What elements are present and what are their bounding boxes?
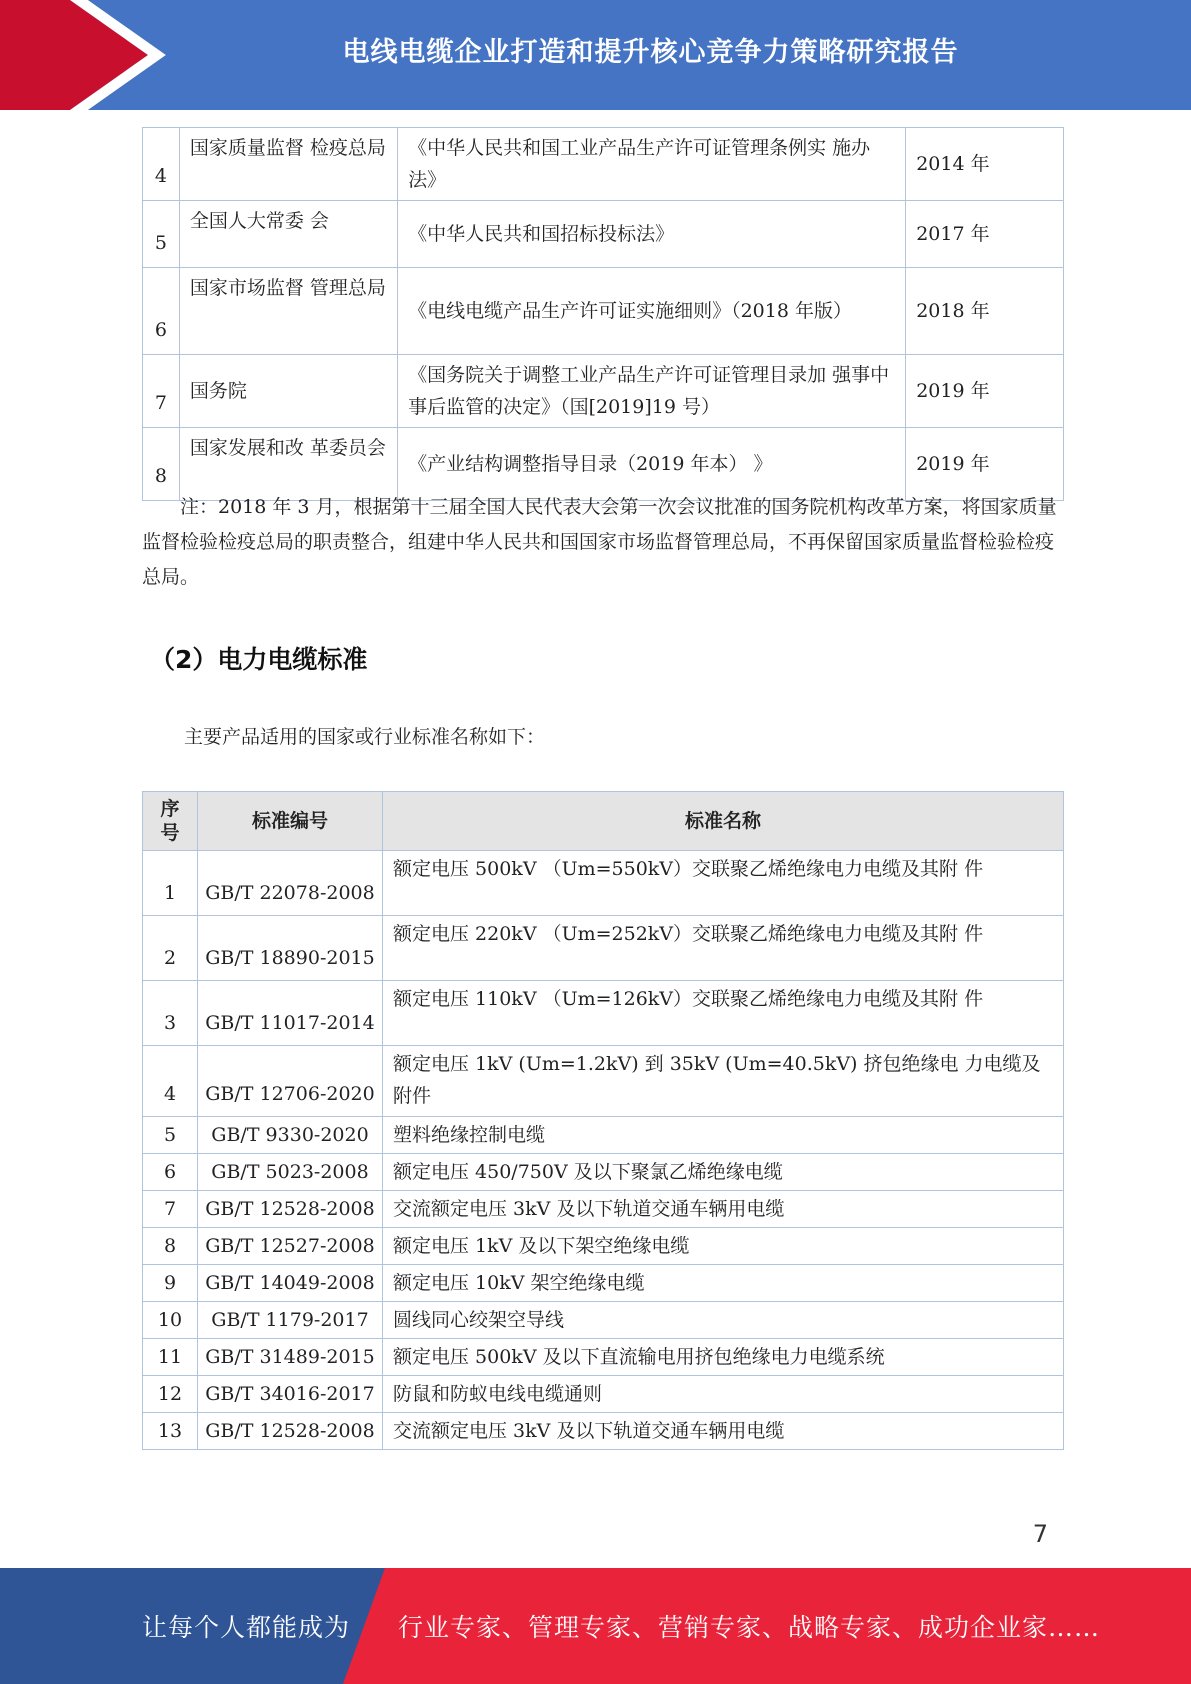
table-row <box>143 355 1064 428</box>
regulations-table <box>142 127 1064 501</box>
regulation-name: 《产业结构调整指导目录（2019 年本） 》 <box>398 428 906 501</box>
table-row <box>143 1046 1064 1117</box>
issuing-authority: 国家发展和改 革委员会 <box>179 428 397 501</box>
row-number: 5 <box>143 201 180 268</box>
standard-name: 额定电压 10kV 架空绝缘电缆 <box>383 1265 1064 1302</box>
issuing-authority: 国家质量监督 检疫总局 <box>179 128 397 201</box>
row-number: 6 <box>143 1154 198 1191</box>
standard-code: GB/T 22078-2008 <box>198 851 383 916</box>
table-header-row <box>143 792 1064 851</box>
standard-code: GB/T 12528-2008 <box>198 1191 383 1228</box>
standard-code: GB/T 31489-2015 <box>198 1339 383 1376</box>
standard-name: 额定电压 110kV （Um=126kV）交联聚乙烯绝缘电力电缆及其附 件 <box>383 981 1064 1046</box>
regulation-year: 2017 年 <box>906 201 1064 268</box>
standard-code: GB/T 12706-2020 <box>198 1046 383 1117</box>
standard-code: GB/T 9330-2020 <box>198 1117 383 1154</box>
section-intro: 主要产品适用的国家或行业标准名称如下： <box>184 726 546 748</box>
table-row <box>143 268 1064 355</box>
row-number: 7 <box>143 355 180 428</box>
standards-table <box>142 791 1064 1450</box>
standard-name: 防鼠和防蚁电线电缆通则 <box>383 1376 1064 1413</box>
standard-name: 圆线同心绞架空导线 <box>383 1302 1064 1339</box>
table-row <box>143 1339 1064 1376</box>
table-row <box>143 916 1064 981</box>
table-row <box>143 201 1064 268</box>
footer-slogan-left: 让每个人都能成为 <box>142 1613 351 1642</box>
regulation-year: 2019 年 <box>906 428 1064 501</box>
standard-name: 额定电压 500kV 及以下直流输电用挤包绝缘电力电缆系统 <box>383 1339 1064 1376</box>
standard-code: GB/T 34016-2017 <box>198 1376 383 1413</box>
table-row <box>143 851 1064 916</box>
regulation-name: 《电线电缆产品生产许可证实施细则》（2018 年版） <box>398 268 906 355</box>
table-row <box>143 981 1064 1046</box>
standard-name: 额定电压 1kV 及以下架空绝缘电缆 <box>383 1228 1064 1265</box>
row-number: 8 <box>143 1228 198 1265</box>
row-number: 1 <box>143 851 198 916</box>
regulation-year: 2018 年 <box>906 268 1064 355</box>
standard-code: GB/T 14049-2008 <box>198 1265 383 1302</box>
regulation-name: 《中华人民共和国工业产品生产许可证管理条例实 施办法》 <box>398 128 906 201</box>
standard-code: GB/T 12528-2008 <box>198 1413 383 1450</box>
row-number: 4 <box>143 1046 198 1117</box>
footer-banner <box>0 1568 1191 1684</box>
row-number: 2 <box>143 916 198 981</box>
standard-name: 额定电压 1kV (Um=1.2kV) 到 35kV (Um=40.5kV) 挤包绝缘电 力电缆及附件 <box>383 1046 1064 1117</box>
standard-code: GB/T 1179-2017 <box>198 1302 383 1339</box>
row-number: 9 <box>143 1265 198 1302</box>
header-seq <box>143 792 198 851</box>
standard-code: GB/T 11017-2014 <box>198 981 383 1046</box>
table-row <box>143 128 1064 201</box>
issuing-authority: 全国人大常委 会 <box>179 201 397 268</box>
row-number: 11 <box>143 1339 198 1376</box>
row-number: 6 <box>143 268 180 355</box>
standard-name: 塑料绝缘控制电缆 <box>383 1117 1064 1154</box>
header-banner <box>0 0 1191 110</box>
header-seq-label: 序号 <box>160 798 180 844</box>
table-row <box>143 1302 1064 1339</box>
row-number: 4 <box>143 128 180 201</box>
regulation-name: 《中华人民共和国招标投标法》 <box>398 201 906 268</box>
row-number: 3 <box>143 981 198 1046</box>
standard-name: 额定电压 450/750V 及以下聚氯乙烯绝缘电缆 <box>383 1154 1064 1191</box>
report-title: 电线电缆企业打造和提升核心竞争力策略研究报告 <box>342 37 959 68</box>
regulation-name: 《国务院关于调整工业产品生产许可证管理目录加 强事中事后监管的决定》（国[2019]19 号） <box>398 355 906 428</box>
header-name: 标准名称 <box>383 792 1064 851</box>
standard-code: GB/T 18890-2015 <box>198 916 383 981</box>
issuing-authority: 国家市场监督 管理总局 <box>179 268 397 355</box>
table-row <box>143 1154 1064 1191</box>
table-row <box>143 1265 1064 1302</box>
standard-code: GB/T 5023-2008 <box>198 1154 383 1191</box>
section-heading: （2）电力电缆标准 <box>150 645 368 674</box>
table-note: 注：2018 年 3 月，根据第十三届全国人民代表大会第一次会议批准的国务院机构改革方案，将国家质量监督检验检疫总局的职责整合，组建中华人民共和国国家市场监督管理总局，不再保留国家质量监督检验检疫总局。 <box>142 496 1057 588</box>
table-row <box>143 1376 1064 1413</box>
header-code: 标准编号 <box>198 792 383 851</box>
row-number: 5 <box>143 1117 198 1154</box>
table-row <box>143 1191 1064 1228</box>
regulation-year: 2014 年 <box>906 128 1064 201</box>
table-row <box>143 1228 1064 1265</box>
standard-code: GB/T 12527-2008 <box>198 1228 383 1265</box>
regulation-year: 2019 年 <box>906 355 1064 428</box>
page-number: 7 <box>1032 1520 1048 1548</box>
table-row <box>143 1117 1064 1154</box>
table-row <box>143 1413 1064 1450</box>
row-number: 13 <box>143 1413 198 1450</box>
row-number: 12 <box>143 1376 198 1413</box>
issuing-authority: 国务院 <box>179 355 397 428</box>
row-number: 7 <box>143 1191 198 1228</box>
row-number: 8 <box>143 428 180 501</box>
row-number: 10 <box>143 1302 198 1339</box>
standard-name: 额定电压 500kV （Um=550kV）交联聚乙烯绝缘电力电缆及其附 件 <box>383 851 1064 916</box>
footer-slogan-right: 行业专家、管理专家、营销专家、战略专家、成功企业家…… <box>398 1613 1101 1642</box>
standard-name: 额定电压 220kV （Um=252kV）交联聚乙烯绝缘电力电缆及其附 件 <box>383 916 1064 981</box>
standard-name: 交流额定电压 3kV 及以下轨道交通车辆用电缆 <box>383 1191 1064 1228</box>
standard-name: 交流额定电压 3kV 及以下轨道交通车辆用电缆 <box>383 1413 1064 1450</box>
